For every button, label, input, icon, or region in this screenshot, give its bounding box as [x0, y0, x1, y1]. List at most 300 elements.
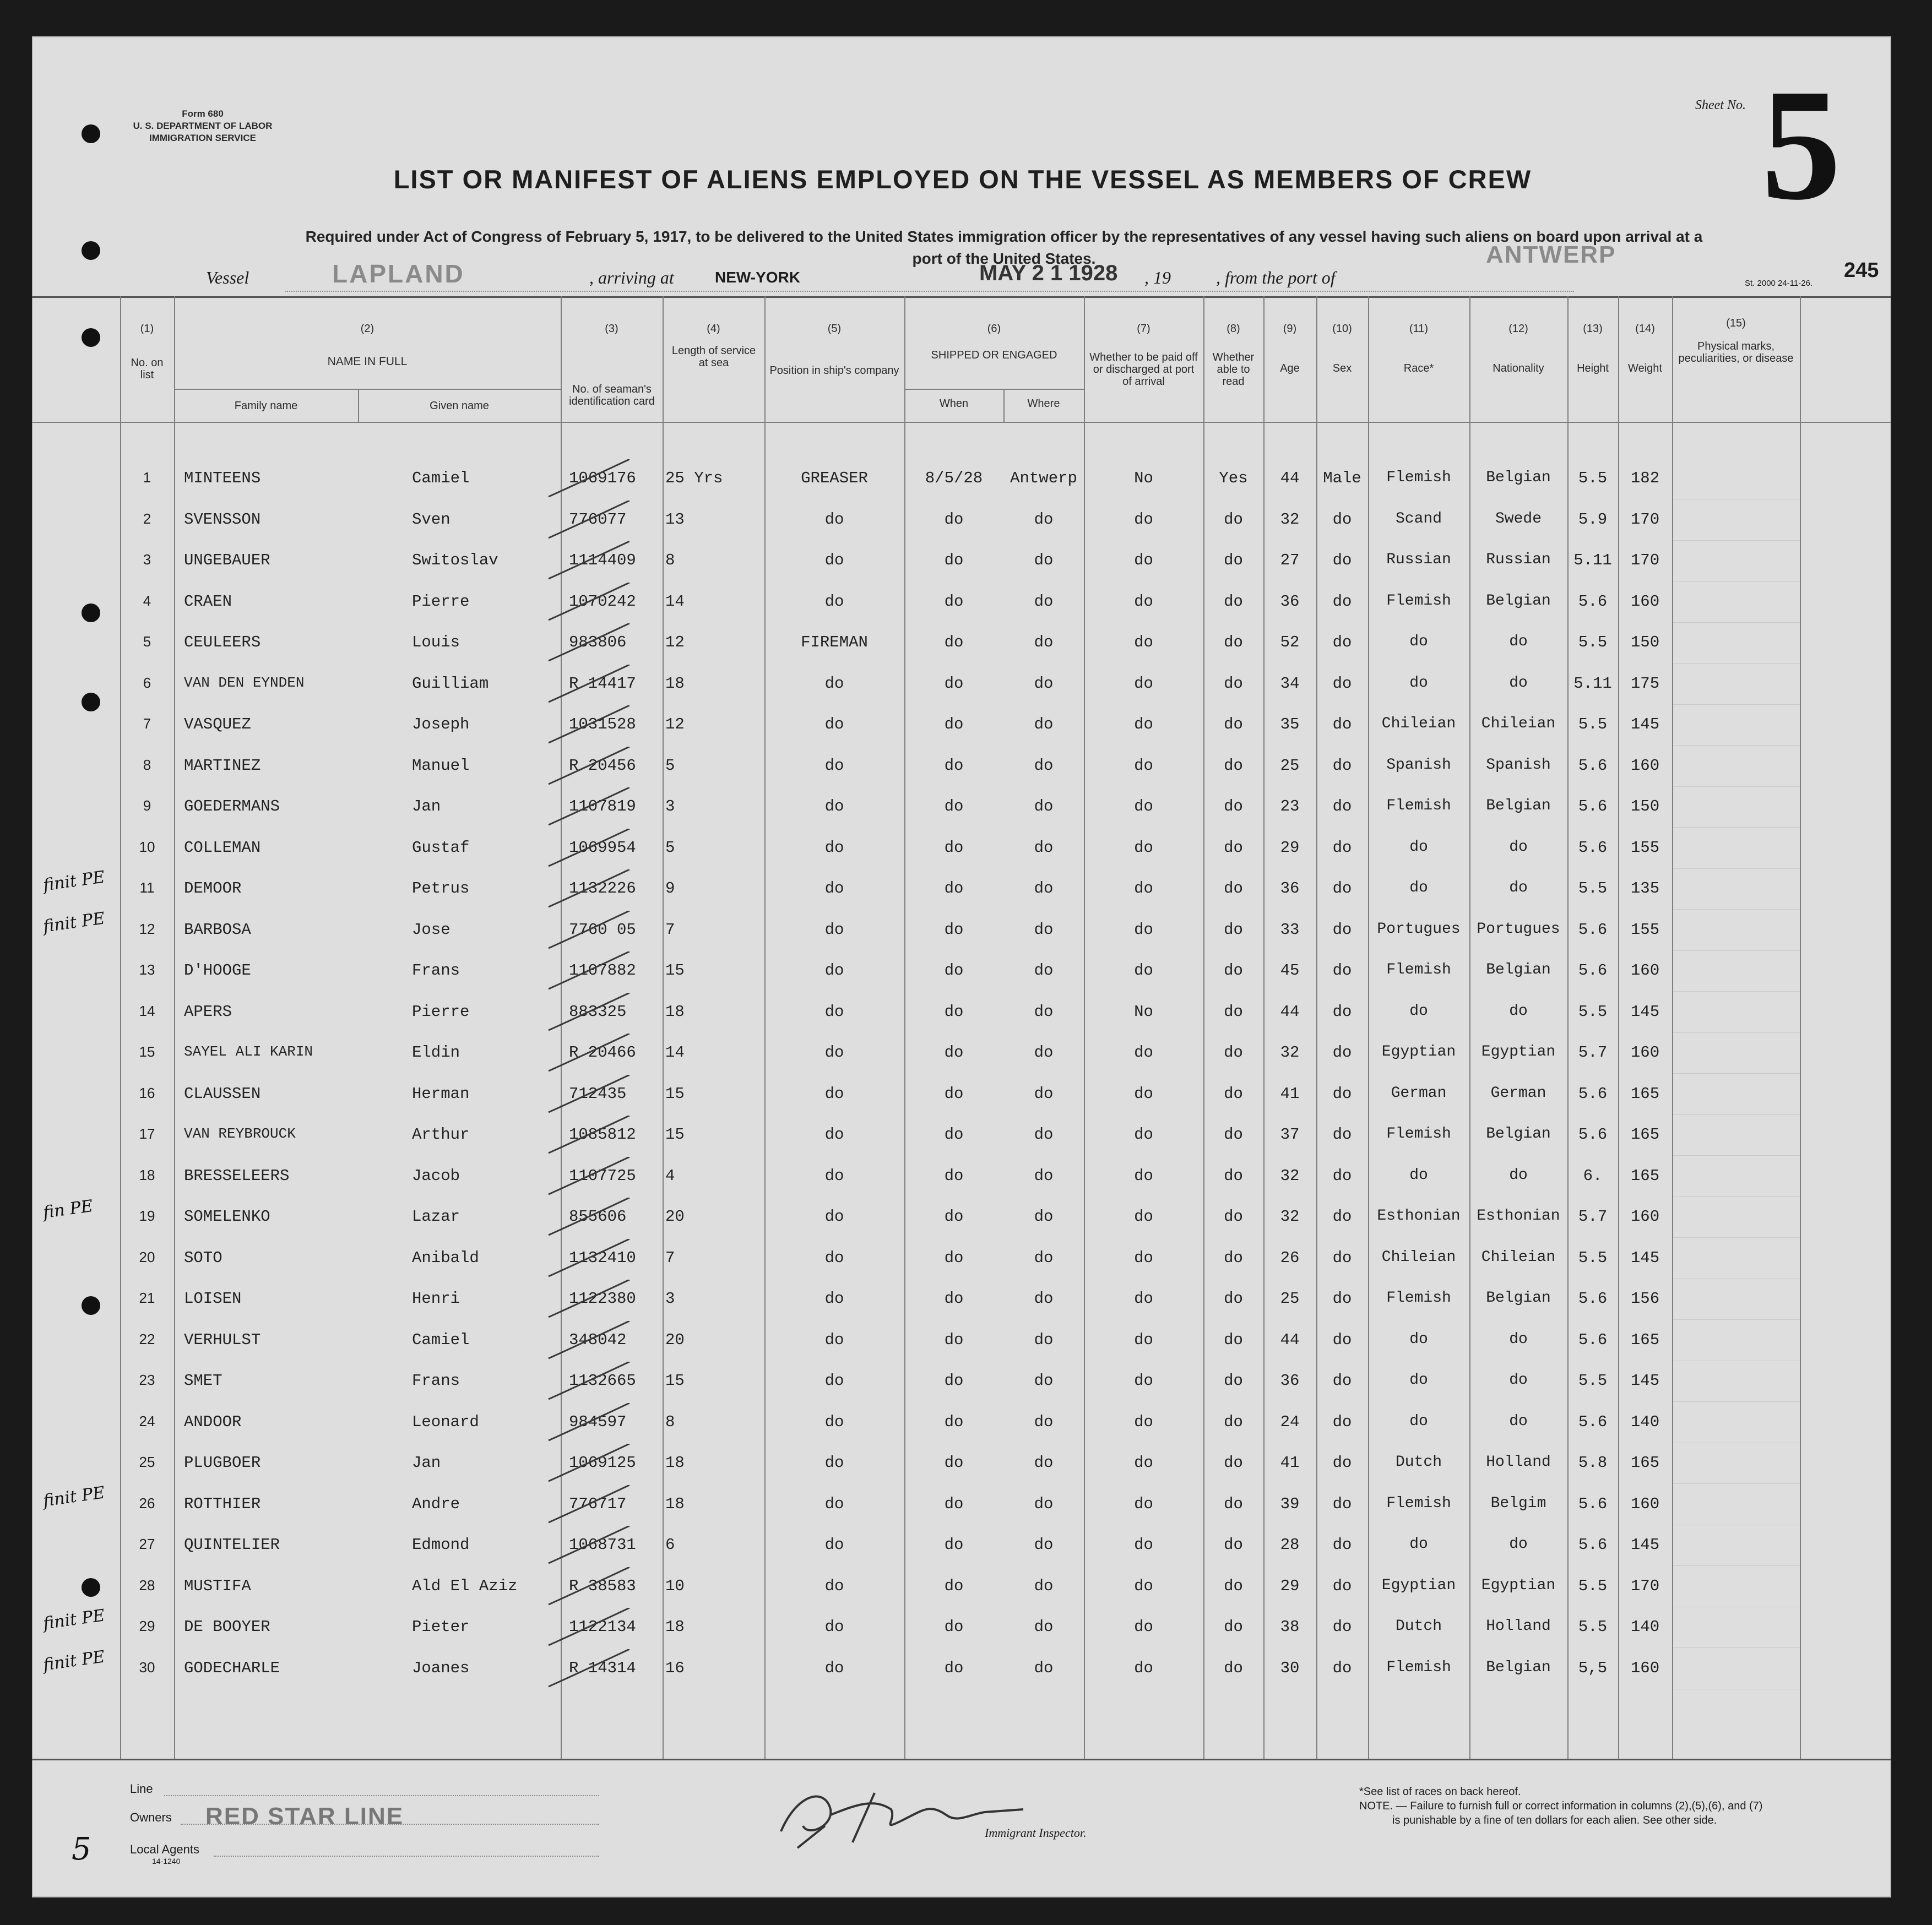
- check-mark: [539, 541, 638, 582]
- race-cell: do: [1409, 1372, 1428, 1389]
- given-name-cell: Ald El Aziz: [412, 1576, 518, 1595]
- race-cell: Esthonian: [1377, 1208, 1461, 1225]
- seaman-card-cell: R 14314: [569, 1658, 636, 1677]
- shipped-where-cell: do: [1034, 1166, 1054, 1185]
- header-weight: Weight: [1628, 362, 1662, 374]
- paid-off-cell: do: [1134, 633, 1153, 651]
- given-name-cell: Henri: [412, 1290, 460, 1308]
- table-row: [32, 623, 1891, 664]
- able-to-read-cell: Yes: [1219, 469, 1248, 487]
- height-cell: 5.6: [1578, 756, 1608, 775]
- shipped-when-cell: do: [944, 1290, 964, 1308]
- check-mark: [539, 1403, 638, 1444]
- row-number-cell: 30: [139, 1658, 155, 1676]
- table-row: [32, 665, 1891, 705]
- family-name-cell: MARTINEZ: [184, 756, 261, 775]
- service-length-cell: 16: [665, 1658, 685, 1677]
- service-length-cell: 5: [665, 838, 675, 857]
- col-num: (13): [1583, 323, 1603, 335]
- seaman-card-cell: 1085812: [569, 1125, 636, 1144]
- position-cell: do: [824, 1372, 844, 1390]
- race-cell: Flemish: [1386, 961, 1451, 978]
- given-name-cell: Jose: [412, 920, 451, 939]
- row-rule: [1673, 745, 1800, 746]
- weight-cell: 165: [1630, 1084, 1660, 1103]
- weight-cell: 135: [1630, 879, 1660, 898]
- check-mark: [539, 951, 638, 992]
- from-port: ANTWERP: [1486, 241, 1616, 268]
- shipped-where-cell: Antwerp: [1010, 469, 1077, 487]
- service-length-cell: 12: [665, 715, 685, 733]
- shipped-where-cell: do: [1034, 879, 1054, 898]
- inspector-signature: [764, 1771, 1051, 1859]
- weight-cell: 145: [1630, 1536, 1660, 1554]
- shipped-when-cell: do: [944, 1658, 964, 1677]
- race-cell: Dutch: [1395, 1454, 1442, 1471]
- paid-off-cell: do: [1134, 1084, 1153, 1103]
- position-cell: do: [824, 551, 844, 569]
- nationality-cell: do: [1509, 1330, 1528, 1348]
- check-mark: [539, 1608, 638, 1649]
- race-cell: Scand: [1395, 510, 1442, 528]
- table-row: [32, 1608, 1891, 1649]
- paid-off-cell: do: [1134, 1208, 1153, 1226]
- weight-cell: 160: [1630, 1043, 1660, 1062]
- given-name-cell: Pierre: [412, 592, 470, 611]
- able-to-read-cell: do: [1224, 1166, 1243, 1185]
- weight-cell: 160: [1630, 1494, 1660, 1513]
- row-number-cell: 25: [139, 1454, 155, 1470]
- paid-off-cell: do: [1134, 1536, 1153, 1554]
- table-bottom-rule: [32, 1759, 1891, 1760]
- position-cell: do: [824, 510, 844, 529]
- row-number-cell: 21: [139, 1290, 155, 1306]
- position-cell: do: [824, 1084, 844, 1103]
- position-cell: do: [824, 1576, 844, 1595]
- shipped-when-cell: do: [944, 674, 964, 693]
- age-cell: 35: [1280, 715, 1300, 733]
- row-number-cell: 4: [143, 592, 151, 609]
- given-name-cell: Jan: [412, 1454, 441, 1472]
- shipped-where-cell: do: [1034, 756, 1054, 775]
- height-cell: 5.5: [1578, 1248, 1608, 1267]
- sex-cell: do: [1332, 1084, 1352, 1103]
- nationality-cell: Belgian: [1486, 1290, 1551, 1307]
- age-cell: 44: [1280, 469, 1300, 487]
- given-name-cell: Frans: [412, 961, 460, 980]
- family-name-cell: MINTEENS: [184, 469, 261, 487]
- row-rule: [1673, 540, 1800, 541]
- given-name-cell: Camiel: [412, 469, 470, 487]
- sex-cell: do: [1332, 1618, 1352, 1636]
- table-row: [32, 1526, 1891, 1567]
- height-cell: 5.11: [1573, 674, 1612, 693]
- row-rule: [1673, 1319, 1800, 1320]
- weight-cell: 140: [1630, 1412, 1660, 1431]
- seaman-card-cell: 1070242: [569, 592, 636, 611]
- row-number-cell: 17: [139, 1125, 155, 1142]
- paid-off-cell: do: [1134, 592, 1153, 611]
- table-row: [32, 1280, 1891, 1320]
- family-name-cell: VERHULST: [184, 1330, 261, 1349]
- nationality-cell: Spanish: [1486, 756, 1551, 774]
- service-length-cell: 12: [665, 633, 685, 651]
- nationality-cell: do: [1509, 1166, 1528, 1184]
- family-name-cell: D'HOOGE: [184, 961, 251, 980]
- table-row: [32, 1321, 1891, 1362]
- service-length-cell: 15: [665, 1125, 685, 1144]
- arriving-port: NEW-YORK: [715, 269, 800, 286]
- able-to-read-cell: do: [1224, 1372, 1243, 1390]
- service-length-cell: 7: [665, 1248, 675, 1267]
- seaman-card-cell: 776077: [569, 510, 627, 529]
- weight-cell: 165: [1630, 1125, 1660, 1144]
- row-number-cell: 7: [143, 715, 151, 732]
- service-length-cell: 14: [665, 592, 685, 611]
- shipped-when-cell: do: [944, 1618, 964, 1636]
- vessel-label: Vessel: [206, 268, 249, 287]
- race-cell: Dutch: [1395, 1618, 1442, 1635]
- position-cell: do: [824, 838, 844, 857]
- height-cell: 5.5: [1578, 1576, 1608, 1595]
- arrival-date-stamp: MAY 2 1 1928: [979, 261, 1118, 285]
- height-cell: 5.6: [1578, 1290, 1608, 1308]
- seaman-card-cell: 1132410: [569, 1248, 636, 1267]
- row-rule: [1673, 1073, 1800, 1074]
- family-name-cell: CRAEN: [184, 592, 232, 611]
- department: U. S. DEPARTMENT OF LABOR: [133, 121, 273, 131]
- service-length-cell: 18: [665, 1454, 685, 1472]
- sheet-number: 5: [1761, 56, 1841, 233]
- family-name-cell: GOEDERMANS: [184, 797, 280, 815]
- table-row: [32, 1116, 1891, 1156]
- paid-off-cell: do: [1134, 1166, 1153, 1185]
- nationality-cell: Chileian: [1481, 1248, 1556, 1266]
- seaman-card-cell: 1107725: [569, 1166, 636, 1185]
- paid-off-cell: do: [1134, 1658, 1153, 1677]
- seaman-card-cell: 1031528: [569, 715, 636, 733]
- table-row: [32, 787, 1891, 828]
- vessel-line-rule: [285, 291, 1574, 292]
- sex-cell: do: [1332, 1002, 1352, 1021]
- shipped-when-cell: do: [944, 879, 964, 898]
- check-mark: [539, 1567, 638, 1608]
- family-name-cell: COLLEMAN: [184, 838, 261, 857]
- shipped-where-cell: do: [1034, 1125, 1054, 1144]
- shipped-when-cell: do: [944, 1084, 964, 1103]
- height-cell: 5.6: [1578, 797, 1608, 815]
- shipped-where-cell: do: [1034, 1618, 1054, 1636]
- sex-cell: do: [1332, 1494, 1352, 1513]
- seaman-card-cell: 1114409: [569, 551, 636, 569]
- sex-cell: do: [1332, 510, 1352, 529]
- sex-cell: do: [1332, 920, 1352, 939]
- shipped-where-cell: do: [1034, 1658, 1054, 1677]
- able-to-read-cell: do: [1224, 510, 1243, 529]
- sex-cell: do: [1332, 1454, 1352, 1472]
- check-mark: [539, 1485, 638, 1526]
- manifest-sheet: [32, 36, 1891, 1897]
- paid-off-cell: do: [1134, 879, 1153, 898]
- race-cell: Russian: [1386, 551, 1451, 568]
- table-row: [32, 908, 1891, 951]
- age-cell: 29: [1280, 1576, 1300, 1595]
- given-name-cell: Lazar: [412, 1208, 460, 1226]
- position-cell: do: [824, 920, 844, 939]
- seaman-card-cell: 7760 05: [569, 920, 636, 939]
- paid-off-cell: No: [1134, 1002, 1153, 1021]
- height-cell: 5.6: [1578, 920, 1608, 939]
- form-block: [131, 108, 274, 144]
- nationality-cell: do: [1509, 879, 1528, 896]
- weight-cell: 160: [1630, 961, 1660, 980]
- service-length-cell: 18: [665, 1494, 685, 1513]
- nationality-cell: Esthonian: [1477, 1208, 1560, 1225]
- position-cell: do: [824, 879, 844, 898]
- position-cell: do: [824, 1043, 844, 1062]
- note-fine: is punishable by a fine of ten dollars for each alien. See other side.: [1392, 1814, 1717, 1826]
- col-num: (15): [1726, 317, 1746, 329]
- row-rule: [1673, 1237, 1800, 1238]
- height-cell: 5.11: [1573, 551, 1612, 569]
- table-row: [32, 1362, 1891, 1402]
- position-cell: do: [824, 1125, 844, 1144]
- given-name-cell: Anibald: [412, 1248, 479, 1267]
- given-name-cell: Jacob: [412, 1166, 460, 1185]
- family-name-cell: UNGEBAUER: [184, 551, 270, 569]
- paid-off-cell: do: [1134, 1330, 1153, 1349]
- row-rule: [1673, 827, 1800, 828]
- shipped-where-cell: do: [1034, 1208, 1054, 1226]
- race-cell: do: [1409, 1330, 1428, 1348]
- table-row: [32, 747, 1891, 787]
- height-cell: 5.7: [1578, 1043, 1608, 1062]
- row-number-cell: 22: [139, 1330, 155, 1347]
- line-label: Line: [130, 1782, 153, 1796]
- shipped-where-cell: do: [1034, 1043, 1054, 1062]
- sex-cell: Male: [1323, 469, 1361, 487]
- seaman-card-cell: 1122380: [569, 1290, 636, 1308]
- seaman-card-cell: 1132226: [569, 879, 636, 898]
- height-cell: 5.6: [1578, 1494, 1608, 1513]
- shipped-when-cell: do: [944, 1208, 964, 1226]
- able-to-read-cell: do: [1224, 756, 1243, 775]
- given-name-cell: Andre: [412, 1494, 460, 1513]
- nationality-cell: Belgian: [1486, 1658, 1551, 1676]
- sheet-number-label: Sheet No.: [1695, 98, 1746, 112]
- height-cell: 5.6: [1578, 838, 1608, 857]
- col-num: (4): [707, 323, 720, 335]
- race-cell: Egyptian: [1381, 1043, 1456, 1061]
- check-mark: [539, 1280, 638, 1320]
- paid-off-cell: do: [1134, 1043, 1153, 1062]
- shipped-when-cell: do: [944, 1454, 964, 1472]
- row-rule: [1673, 786, 1800, 787]
- service-length-cell: 10: [665, 1576, 685, 1595]
- sex-cell: do: [1332, 1412, 1352, 1431]
- position-cell: do: [824, 1454, 844, 1472]
- given-name-cell: Switoslav: [412, 551, 498, 569]
- able-to-read-cell: do: [1224, 1084, 1243, 1103]
- agents-rule: [214, 1856, 599, 1857]
- seaman-card-cell: R 20456: [569, 756, 636, 775]
- seaman-card-cell: 1068731: [569, 1536, 636, 1554]
- shipped-when-cell: do: [944, 1002, 964, 1021]
- shipped-where-cell: do: [1034, 592, 1054, 611]
- nationality-cell: Russian: [1486, 551, 1551, 568]
- row-number-cell: 6: [143, 674, 151, 691]
- able-to-read-cell: do: [1224, 797, 1243, 815]
- seaman-card-cell: 883325: [569, 1002, 627, 1021]
- height-cell: 5.7: [1578, 1208, 1608, 1226]
- able-to-read-cell: do: [1224, 674, 1243, 693]
- margin-note: finit PE: [42, 908, 106, 937]
- check-mark: [539, 1116, 638, 1156]
- shipped-when-cell: do: [944, 510, 964, 529]
- sex-cell: do: [1332, 1658, 1352, 1677]
- check-mark: [539, 1321, 638, 1362]
- check-mark: [539, 911, 638, 951]
- age-cell: 44: [1280, 1002, 1300, 1021]
- col-num: (5): [827, 323, 842, 335]
- weight-cell: 145: [1630, 715, 1660, 733]
- given-name-cell: Gustaf: [412, 838, 470, 857]
- race-cell: do: [1409, 879, 1428, 896]
- age-cell: 28: [1280, 1536, 1300, 1554]
- position-cell: do: [824, 1290, 844, 1308]
- table-row: [32, 1239, 1891, 1280]
- col-num: (10): [1332, 323, 1352, 335]
- margin-mark: 5: [72, 1831, 91, 1867]
- age-cell: 34: [1280, 674, 1300, 693]
- paid-off-cell: do: [1134, 1372, 1153, 1390]
- check-mark: [539, 583, 638, 623]
- table-row: [32, 583, 1891, 623]
- paid-off-cell: do: [1134, 797, 1153, 815]
- height-cell: 5.6: [1578, 1125, 1608, 1144]
- age-cell: 41: [1280, 1454, 1300, 1472]
- shipped-where-cell: do: [1034, 961, 1054, 980]
- service-length-cell: 13: [665, 510, 685, 529]
- family-name-cell: DE BOOYER: [184, 1618, 270, 1636]
- position-cell: do: [824, 1536, 844, 1554]
- given-name-cell: Eldin: [412, 1043, 460, 1062]
- service-length-cell: 5: [665, 756, 675, 775]
- age-cell: 45: [1280, 961, 1300, 980]
- row-rule: [1673, 663, 1800, 664]
- row-rule: [1673, 1155, 1800, 1156]
- inspector-label: Immigrant Inspector.: [985, 1826, 1087, 1840]
- service-length-cell: 18: [665, 1618, 685, 1636]
- from-port-label: , from the port of: [1216, 268, 1336, 287]
- age-cell: 32: [1280, 1043, 1300, 1062]
- row-number-cell: 23: [139, 1372, 155, 1388]
- shipped-when-cell: do: [944, 1248, 964, 1267]
- paid-off-cell: do: [1134, 1412, 1153, 1431]
- margin-note: finit PE: [42, 1646, 106, 1675]
- sex-cell: do: [1332, 551, 1352, 569]
- age-cell: 25: [1280, 1290, 1300, 1308]
- col-num: (3): [605, 323, 618, 335]
- service-length-cell: 3: [665, 1290, 675, 1308]
- able-to-read-cell: do: [1224, 1454, 1243, 1472]
- age-cell: 44: [1280, 1330, 1300, 1349]
- row-number-cell: 20: [139, 1248, 155, 1265]
- row-number-cell: 24: [139, 1412, 155, 1429]
- header-no-on-list: No. on list: [131, 357, 164, 381]
- race-cell: Spanish: [1386, 756, 1451, 774]
- weight-cell: 155: [1630, 838, 1660, 857]
- shipped-where-cell: do: [1034, 1290, 1054, 1308]
- shipped-when-cell: do: [944, 756, 964, 775]
- given-name-cell: Camiel: [412, 1330, 470, 1349]
- row-rule: [1673, 950, 1800, 951]
- race-cell: do: [1409, 1536, 1428, 1553]
- nationality-cell: do: [1509, 674, 1528, 692]
- sex-cell: do: [1332, 1125, 1352, 1144]
- height-cell: 5.6: [1578, 1330, 1608, 1349]
- family-name-cell: MUSTIFA: [184, 1576, 251, 1595]
- nationality-cell: do: [1509, 1002, 1528, 1020]
- position-cell: do: [824, 674, 844, 693]
- row-number-cell: 14: [139, 1002, 155, 1019]
- paid-off-cell: do: [1134, 1454, 1153, 1472]
- header-read: Whether able to read: [1212, 351, 1255, 388]
- paid-off-cell: do: [1134, 1248, 1153, 1267]
- shipped-where-cell: do: [1034, 510, 1054, 529]
- position-cell: do: [824, 1330, 844, 1349]
- service-length-cell: 20: [665, 1208, 685, 1226]
- height-cell: 5.5: [1578, 1618, 1608, 1636]
- row-rule: [1673, 1114, 1800, 1115]
- weight-cell: 170: [1630, 1576, 1660, 1595]
- row-number-cell: 2: [143, 510, 151, 527]
- header-given-name: Given name: [430, 400, 489, 412]
- race-cell: Flemish: [1386, 797, 1451, 814]
- weight-cell: 175: [1630, 674, 1660, 693]
- service-length-cell: 7: [665, 920, 675, 939]
- row-number-cell: 5: [143, 633, 151, 650]
- check-mark: [539, 1444, 638, 1484]
- check-mark: [539, 829, 638, 869]
- col-num: (7): [1137, 323, 1150, 335]
- family-name-cell: GODECHARLE: [184, 1658, 280, 1677]
- race-cell: Portugues: [1377, 920, 1461, 938]
- sex-cell: do: [1332, 1208, 1352, 1226]
- line-rule: [164, 1795, 599, 1796]
- able-to-read-cell: do: [1224, 1125, 1243, 1144]
- name-subheader-rule: [174, 389, 561, 390]
- seaman-card-cell: R 14417: [569, 674, 636, 693]
- weight-cell: 140: [1630, 1618, 1660, 1636]
- shipped-where-cell: do: [1034, 1084, 1054, 1103]
- age-cell: 25: [1280, 756, 1300, 775]
- height-cell: 5.6: [1578, 961, 1608, 980]
- nationality-cell: German: [1490, 1084, 1546, 1102]
- nationality-cell: Egyptian: [1481, 1576, 1556, 1594]
- position-cell: do: [824, 592, 844, 611]
- row-rule: [1673, 868, 1800, 869]
- form-number: Form 680: [182, 108, 224, 119]
- shipped-subheader-rule: [904, 389, 1084, 390]
- nationality-cell: do: [1509, 1536, 1528, 1553]
- col-num: (14): [1635, 323, 1655, 335]
- able-to-read-cell: do: [1224, 633, 1243, 651]
- able-to-read-cell: do: [1224, 838, 1243, 857]
- family-name-cell: PLUGBOER: [184, 1454, 261, 1472]
- given-name-cell: Pieter: [412, 1618, 470, 1636]
- margin-note: finit PE: [42, 1606, 106, 1634]
